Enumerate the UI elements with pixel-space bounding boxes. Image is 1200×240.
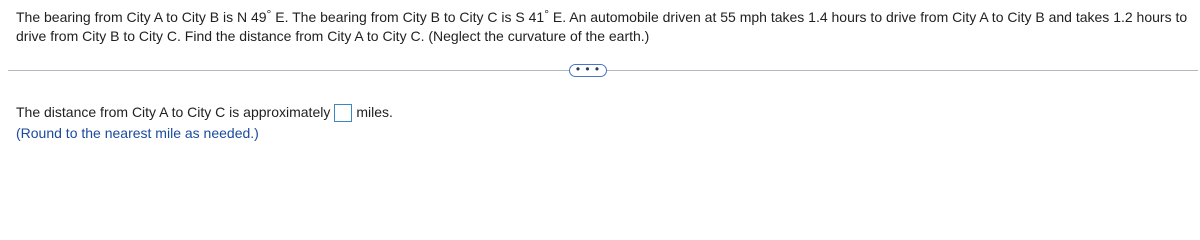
- degree-symbol: °: [544, 7, 550, 21]
- answer-line: [16, 103, 393, 122]
- degree-symbol: °: [266, 7, 272, 21]
- answer-input[interactable]: [334, 104, 352, 122]
- question-text-part-2: E. The bearing from City B to City C is S 41: [271, 9, 545, 25]
- question-text: [16, 8, 1191, 46]
- ellipsis-icon: • • •: [575, 61, 601, 76]
- answer-unit: miles.: [356, 104, 393, 120]
- question-text-part-1: The bearing from City A to City B is N 49: [16, 9, 267, 25]
- answer-prefix: The distance from City A to City C is approximately: [16, 104, 331, 120]
- rounding-hint: (Round to the nearest mile as needed.): [16, 125, 259, 141]
- question-text-part-3: E. An automobile driven at 55 mph takes 1.4 hours to drive from City A to City B and takes 1.2 hours to drive from City B to City C. Find the distance from City A to City C. (Neglect the curvature of the earth.): [16, 9, 1188, 44]
- show-more-button[interactable]: [569, 61, 607, 77]
